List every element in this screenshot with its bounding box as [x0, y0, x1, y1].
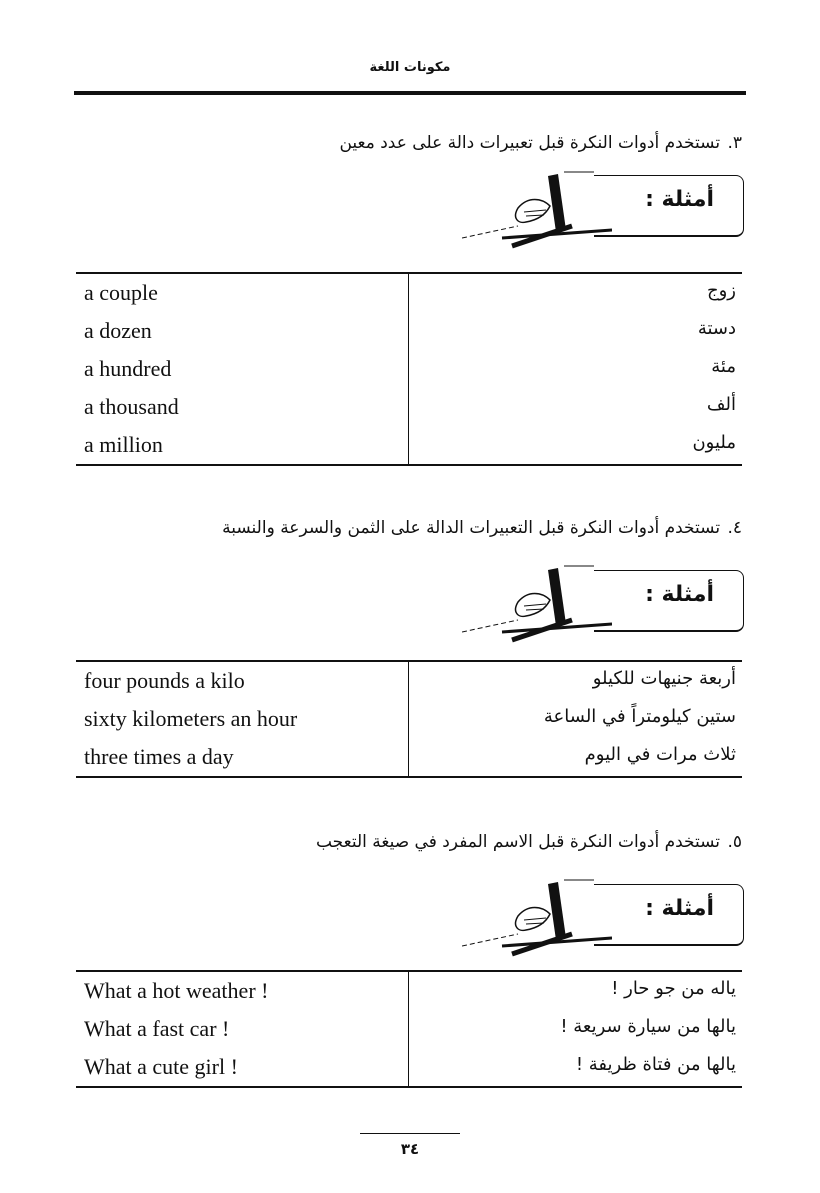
- arabic-translation: مئة: [711, 356, 736, 377]
- examples-label: أمثلة :: [645, 896, 714, 921]
- english-example: a couple: [84, 280, 158, 305]
- examples-label: أمثلة :: [645, 582, 714, 607]
- rule-text: تستخدم أدوات النكرة قبل التعبيرات الدالة على الثمن والسرعة والنسبة: [222, 518, 721, 538]
- arabic-translation: ثلاث مرات في اليوم: [584, 744, 736, 765]
- rule-text: تستخدم أدوات النكرة قبل الاسم المفرد في صيغة التعجب: [315, 832, 721, 852]
- table-row: [76, 388, 742, 426]
- examples-box: [590, 570, 744, 632]
- examples-table-5: [76, 970, 742, 1088]
- examples-table-4: [76, 660, 742, 778]
- arabic-translation: دستة: [697, 318, 736, 339]
- table-row: [76, 1048, 742, 1086]
- arabic-translation: يالها من فتاة ظريفة !: [575, 1054, 736, 1075]
- rule-text: تستخدم أدوات النكرة قبل تعبيرات دالة على عدد معين: [339, 133, 721, 153]
- table-row: [76, 700, 742, 738]
- english-example: sixty kilometers an hour: [84, 706, 298, 731]
- table-row: [76, 274, 742, 312]
- rule-heading-4: [222, 518, 742, 538]
- rule-number: ٣.: [727, 133, 742, 153]
- english-example: What a fast car !: [84, 1016, 230, 1041]
- examples-box: [590, 175, 744, 237]
- english-example: What a hot weather !: [84, 978, 269, 1003]
- table-row: [76, 972, 742, 1010]
- arabic-translation: مليون: [692, 432, 736, 453]
- table-row: [76, 738, 742, 776]
- arabic-translation: ألف: [706, 394, 736, 415]
- table-row: [76, 350, 742, 388]
- english-example: a thousand: [84, 394, 179, 419]
- table-row: [76, 426, 742, 464]
- header-rule: [74, 91, 746, 95]
- english-example: What a cute girl !: [84, 1054, 238, 1079]
- table-row: [76, 1010, 742, 1048]
- rule-heading-3: [339, 133, 742, 153]
- arabic-translation: أربعة جنيهات للكيلو: [592, 668, 736, 689]
- examples-box: [590, 884, 744, 946]
- arabic-translation: زوج: [706, 280, 736, 301]
- rule-number: ٥.: [727, 832, 742, 852]
- rule-heading-5: [316, 832, 742, 852]
- english-example: three times a day: [84, 744, 234, 769]
- english-example: a hundred: [84, 356, 172, 381]
- english-example: a dozen: [84, 318, 152, 343]
- rule-number: ٤.: [727, 518, 742, 538]
- arabic-translation: ياله من جو حار !: [611, 978, 736, 999]
- arabic-translation: ستين كيلومتراً في الساعة: [543, 706, 736, 727]
- english-example: a million: [84, 432, 163, 457]
- english-example: four pounds a kilo: [84, 668, 245, 693]
- table-row: [76, 312, 742, 350]
- table-row: [76, 662, 742, 700]
- arabic-translation: يالها من سيارة سريعة !: [560, 1016, 736, 1037]
- examples-table-3: [76, 272, 742, 466]
- chapter-title: مكونات اللغة: [369, 60, 451, 75]
- footer-rule: [360, 1133, 460, 1134]
- page-number: ٣٤: [400, 1140, 420, 1158]
- examples-label: أمثلة :: [645, 187, 714, 212]
